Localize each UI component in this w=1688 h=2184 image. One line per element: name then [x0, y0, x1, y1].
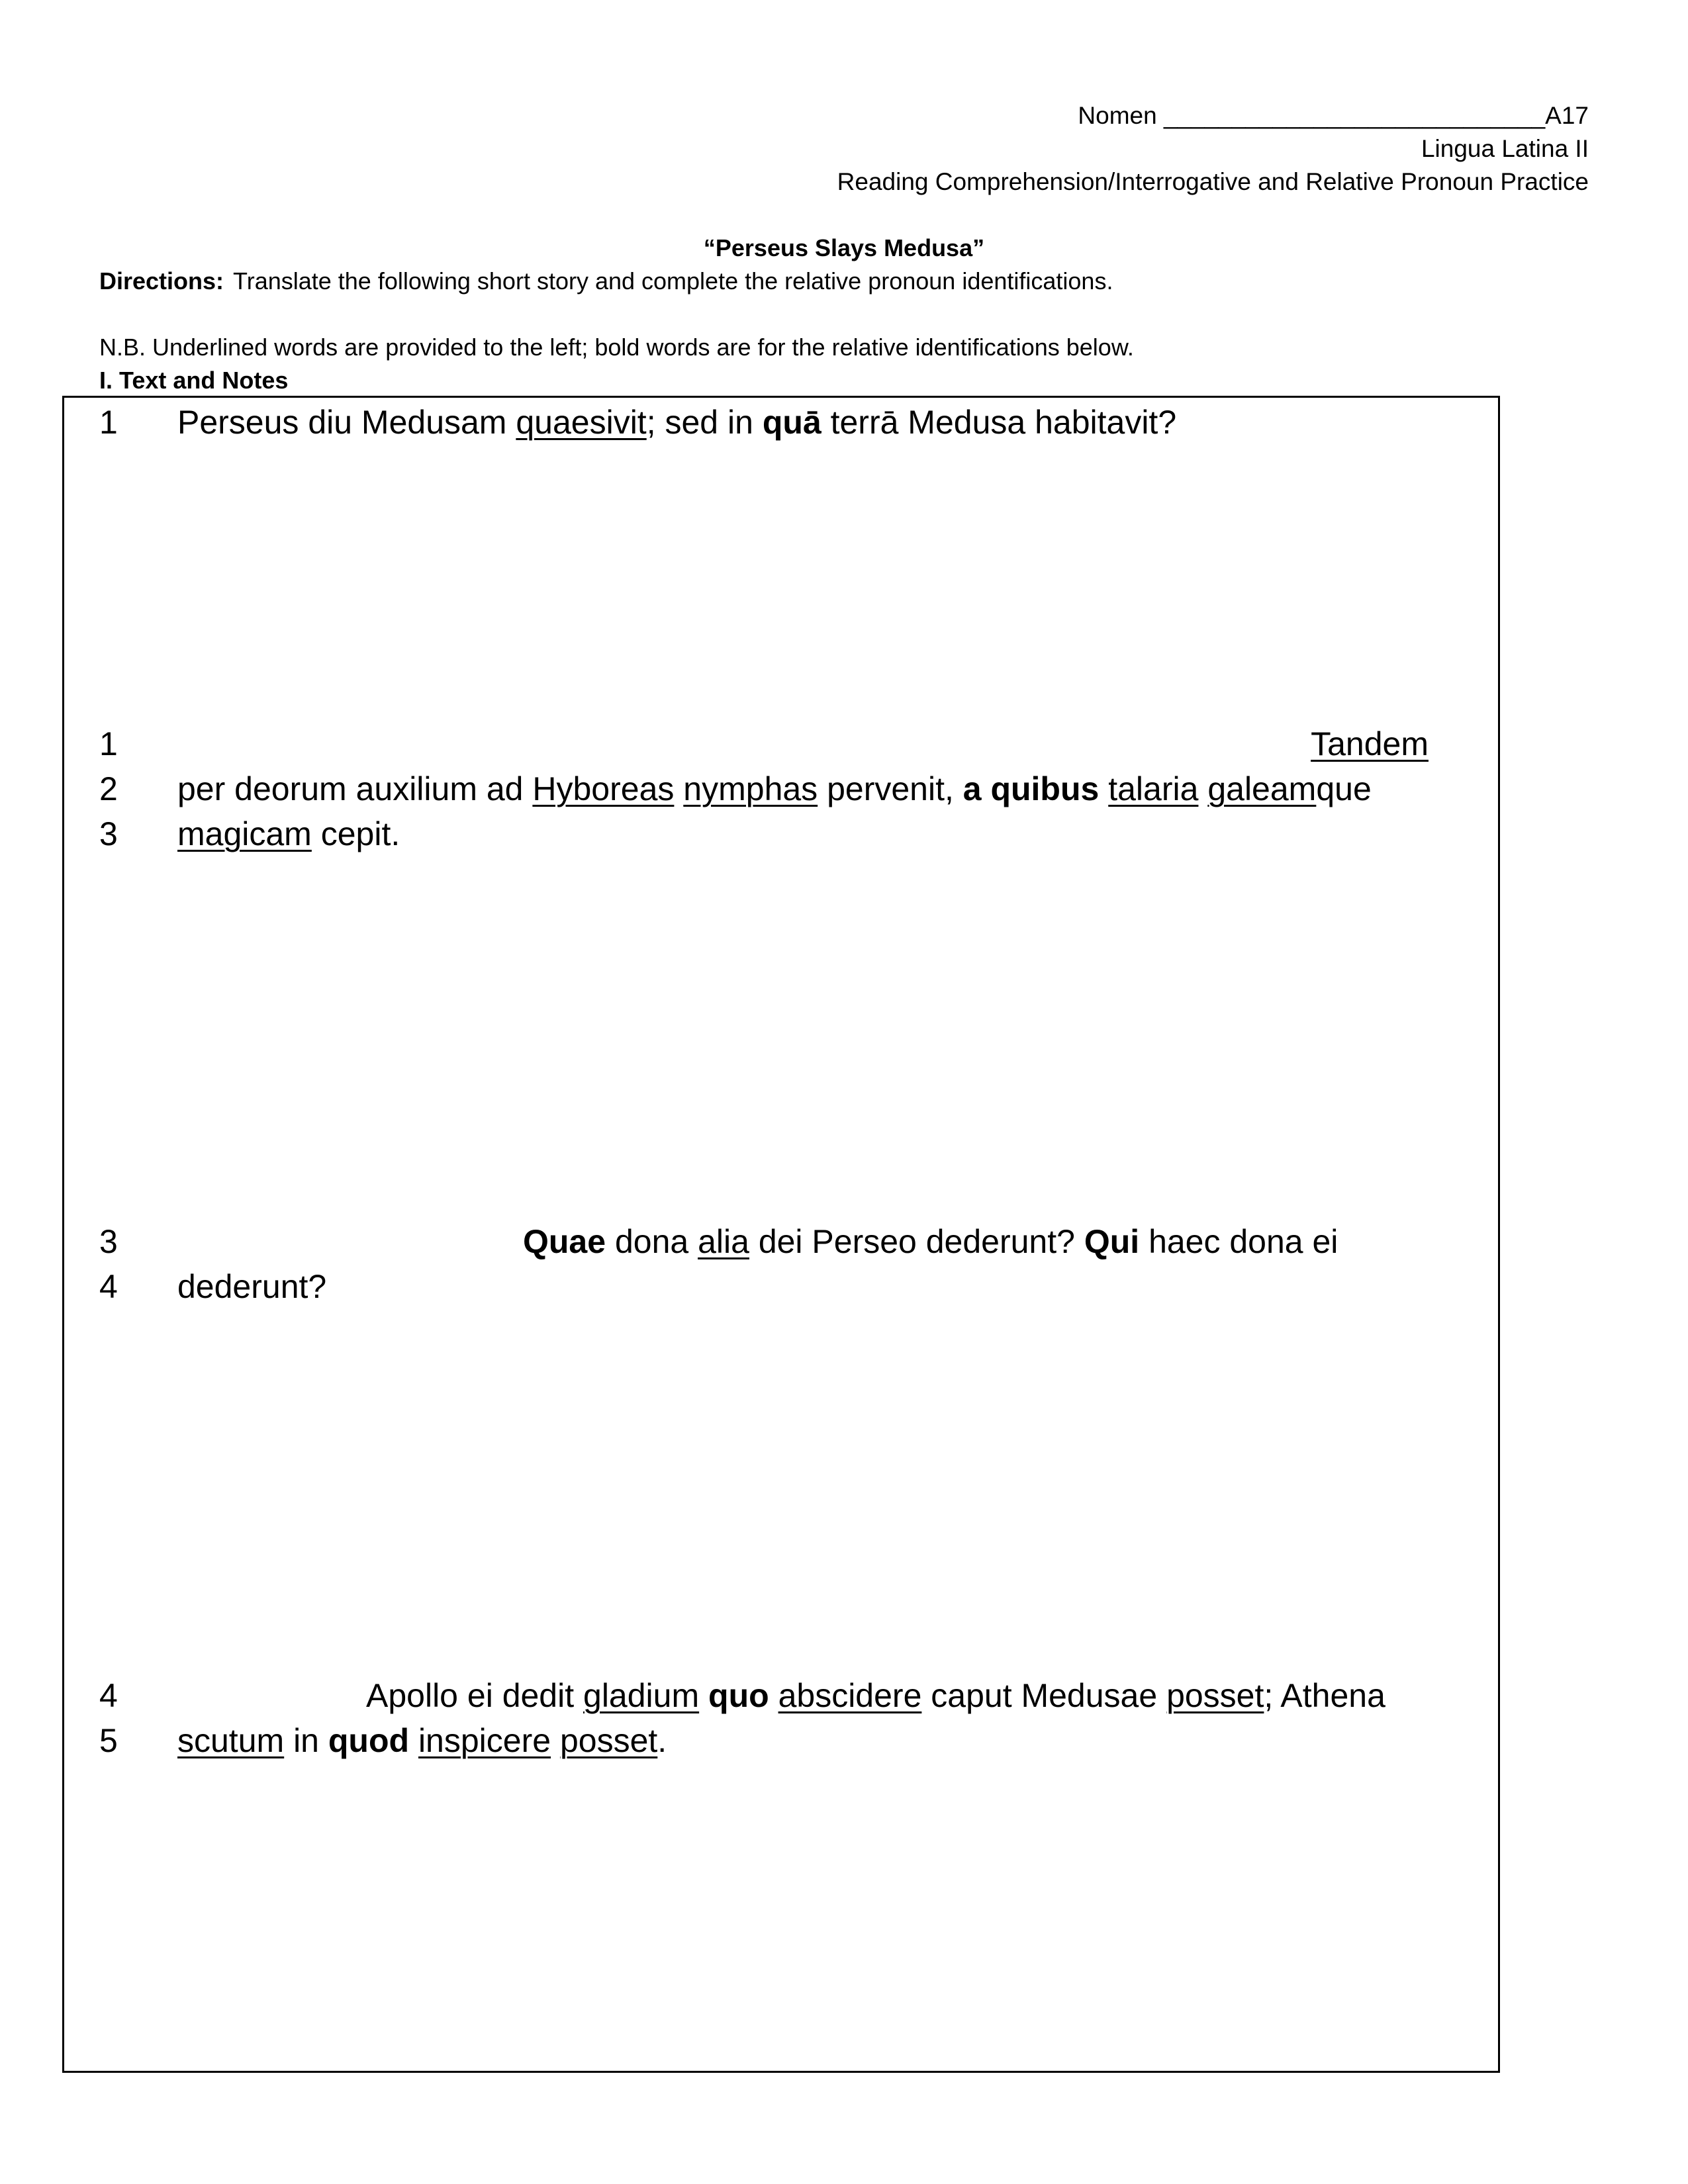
worksheet-subtitle: Reading Comprehension/Interrogative and Relative Pronoun Practice: [837, 168, 1589, 195]
text-segment: [769, 1677, 778, 1714]
line-number: 3: [99, 815, 118, 852]
underlined-word: inspicere: [418, 1722, 551, 1759]
underlined-word: scutum: [177, 1722, 285, 1759]
line-number: 2: [99, 770, 118, 807]
text-segment: haec dona ei: [1139, 1223, 1338, 1260]
passage-line-3: [177, 811, 400, 856]
line-number: 4: [99, 1268, 118, 1305]
underlined-word: Hyboreas: [532, 770, 675, 807]
underlined-word: abscidere: [778, 1677, 922, 1714]
text-segment: [409, 1722, 418, 1759]
course-name: Lingua Latina II: [1421, 135, 1589, 162]
text-segment: dederunt?: [177, 1268, 327, 1305]
underlined-word: talaria: [1108, 770, 1199, 807]
directions-text: Translate the following short story and complete the relative pronoun identifications.: [233, 267, 1113, 295]
line-number: 4: [99, 1677, 118, 1714]
passage-line-4b: [366, 1673, 1385, 1718]
passage-line-tandem: [1311, 721, 1429, 766]
underlined-word: galeam: [1207, 770, 1317, 807]
underlined-word: posset: [559, 1722, 658, 1759]
nomen-blank[interactable]: ____________________________: [1163, 102, 1546, 129]
nomen-label: Nomen: [1078, 102, 1157, 129]
line-number: 1: [99, 404, 118, 441]
line-number: 1: [99, 725, 118, 762]
bold-relative-word: Qui: [1084, 1223, 1140, 1260]
story-title: “Perseus Slays Medusa”: [703, 234, 985, 261]
text-segment: .: [657, 1722, 667, 1759]
nb-note: N.B. Underlined words are provided to the left; bold words are for the relative identifications below.: [99, 334, 1134, 361]
assignment-code: A17: [1545, 102, 1589, 129]
text-segment: [551, 1722, 560, 1759]
text-segment: Perseus diu Medusam: [177, 404, 516, 441]
text-segment: ; Athena: [1264, 1677, 1385, 1714]
text-segment: [1099, 770, 1108, 807]
text-segment: pervenit,: [818, 770, 963, 807]
text-segment: dei Perseo dederunt?: [749, 1223, 1084, 1260]
passage-line-4: [177, 1264, 326, 1309]
underlined-word: posset: [1166, 1677, 1264, 1714]
text-segment: [1198, 770, 1207, 807]
directions-label: Directions:: [99, 267, 224, 295]
name-line: [1078, 101, 1589, 131]
line-number: 3: [99, 1223, 118, 1260]
passage-line-3b: [523, 1219, 1338, 1264]
underlined-word: nymphas: [683, 770, 818, 807]
bold-relative-word: a quibus: [962, 770, 1100, 807]
text-segment: cepit.: [311, 815, 400, 852]
underlined-word: alia: [698, 1223, 749, 1260]
text-segment: Apollo ei dedit: [366, 1677, 584, 1714]
text-segment: in: [284, 1722, 328, 1759]
section-heading: I. Text and Notes: [99, 367, 289, 394]
text-segment: per deorum auxilium ad: [177, 770, 533, 807]
underlined-word: gladium: [583, 1677, 700, 1714]
text-segment: dona: [606, 1223, 698, 1260]
text-segment: que: [1316, 770, 1372, 807]
underlined-word: magicam: [177, 815, 312, 852]
underlined-word: quaesivit: [516, 404, 647, 441]
text-segment: caput Medusae: [921, 1677, 1167, 1714]
bold-relative-word: quo: [708, 1677, 769, 1714]
text-segment: terrā Medusa habitavit?: [821, 404, 1177, 441]
directions: [99, 266, 1113, 296]
bold-relative-word: quod: [328, 1722, 410, 1759]
text-segment: [699, 1677, 708, 1714]
bold-relative-word: Quae: [523, 1223, 606, 1260]
underlined-word: Tandem: [1311, 725, 1429, 762]
bold-relative-word: quā: [762, 404, 821, 441]
text-segment: ; sed in: [646, 404, 763, 441]
text-segment: [674, 770, 683, 807]
passage-line-2: [177, 766, 1372, 811]
passage-line-5: [177, 1718, 667, 1763]
line-number: 5: [99, 1722, 118, 1759]
passage-line-1: [177, 400, 1176, 445]
